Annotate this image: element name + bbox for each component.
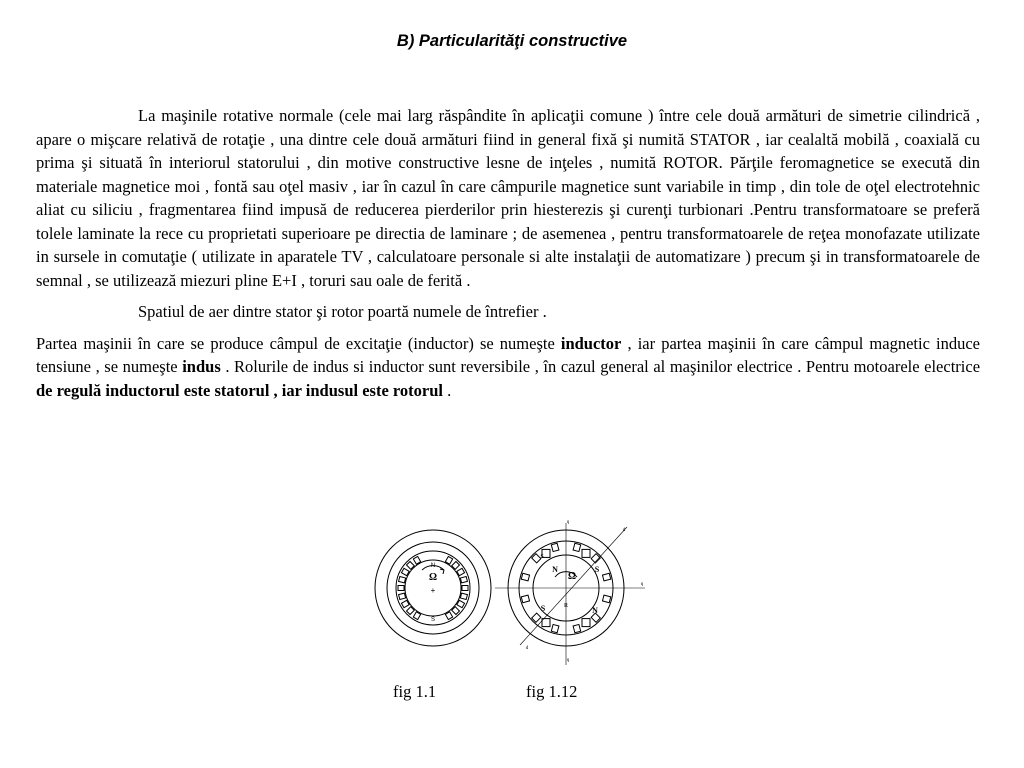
axis-label-d-top: d bbox=[622, 528, 626, 533]
text-span: Partea maşinii în care se produce câmpul de excitaţie (inductor) se numeşte bbox=[36, 333, 561, 353]
axis-label-q-right: q bbox=[640, 582, 644, 587]
figures-area bbox=[365, 515, 665, 675]
label-center: + bbox=[430, 586, 436, 595]
body-text bbox=[36, 104, 980, 402]
axis-label-d-bottom: d bbox=[525, 646, 529, 651]
slot bbox=[399, 593, 406, 599]
label-rotor: R bbox=[563, 603, 569, 609]
pole-label-s-bottom: S bbox=[540, 604, 546, 613]
axis-label-q-bottom: q bbox=[566, 658, 570, 663]
page-title: B) Particularităţi constructive bbox=[396, 32, 628, 50]
figure-1-12-diagram bbox=[495, 520, 645, 665]
paragraph-inductor-armature bbox=[36, 332, 980, 403]
slot bbox=[602, 595, 610, 603]
slot bbox=[521, 595, 529, 603]
pole-label-s-top: S bbox=[594, 565, 600, 574]
slot bbox=[602, 573, 610, 581]
label-north: N bbox=[430, 563, 436, 569]
slot bbox=[460, 593, 467, 599]
slot bbox=[399, 577, 406, 583]
slot bbox=[462, 586, 468, 591]
slot bbox=[573, 624, 581, 632]
bold-rule-statement: de regulă inductorul este statorul , iar indusul este rotorul bbox=[36, 380, 444, 400]
paragraph-stator-rotor: La maşinile rotative normale (cele mai larg răspândite în aplicaţii comune ) între cele două armături de simetrie cilindrică , apare o mişcare relativă de rotaţie , una dintre cele două armături fiind in general fixă şi numită STATOR , iar cealaltă mobilă , coaxială cu prima şi situată în interiorul statorului , din motive constructive lesne de inţeles , numită ROTOR. Părţile feromagnetice se execută din materiale magnetice moi , fontă sau oţel masiv , iar în cazul în care câmpurile magnetice sunt variabile in timp , din tole de oţel electrotehnic aliat cu siliciu , fragmentarea fiind impusă de reducerea pierderilor prin hiesterezis şi curenţi turbionari .Pentru transformatoare se preferă tolele laminate la rece cu proprietati superioare pe directia de laminare ; de asemenea , pentru transformatoarele de reţea monofazate utilizate in sursele in comutaţie ( utilizate in aparatele TV , calculatoare personale si alte instalaţii de automatizare ) precum şi in transformatoarele de semnal , se utilizează miezuri pline E+I , toruri sau oale de ferită . bbox=[36, 106, 980, 290]
slot bbox=[398, 586, 404, 591]
label-omega: Ω bbox=[428, 572, 438, 583]
machine-diagrams bbox=[365, 515, 665, 675]
pole-label-n-top: N bbox=[552, 565, 558, 574]
label-south: S bbox=[430, 617, 436, 623]
bold-term-inductor: inductor bbox=[560, 333, 622, 353]
text-span: . Rolurile de indus si inductor sunt reversibile , în cazul general al maşinilor electrice . Pentru motoarele electrice bbox=[220, 357, 981, 376]
label-outer-s: S bbox=[540, 554, 544, 560]
slot bbox=[521, 573, 529, 581]
rotation-arrowhead bbox=[440, 569, 444, 574]
pole-label-n-bottom: N bbox=[592, 606, 598, 615]
figure-1-1-diagram bbox=[375, 530, 491, 646]
slot bbox=[573, 543, 581, 551]
pole-coil bbox=[582, 549, 590, 557]
pole-coil bbox=[582, 619, 590, 627]
text-span: . bbox=[443, 380, 452, 400]
caption-fig-1-1: fig 1.1 bbox=[393, 682, 437, 701]
caption-fig-1-12: fig 1.12 bbox=[526, 682, 578, 701]
axis-label-q-top: q bbox=[566, 520, 570, 525]
text-span: , iar partea maşinii în care câmpul magnetic induce tensiune , se numeşte bbox=[36, 333, 980, 376]
slot bbox=[551, 624, 559, 632]
slot bbox=[460, 577, 467, 583]
paragraph-air-gap: Spatiul de aer dintre stator şi rotor poartă numele de întrefier . bbox=[138, 302, 547, 321]
label-omega: Ω bbox=[567, 571, 577, 582]
slot bbox=[551, 543, 559, 551]
bold-term-indus: indus bbox=[182, 357, 221, 376]
